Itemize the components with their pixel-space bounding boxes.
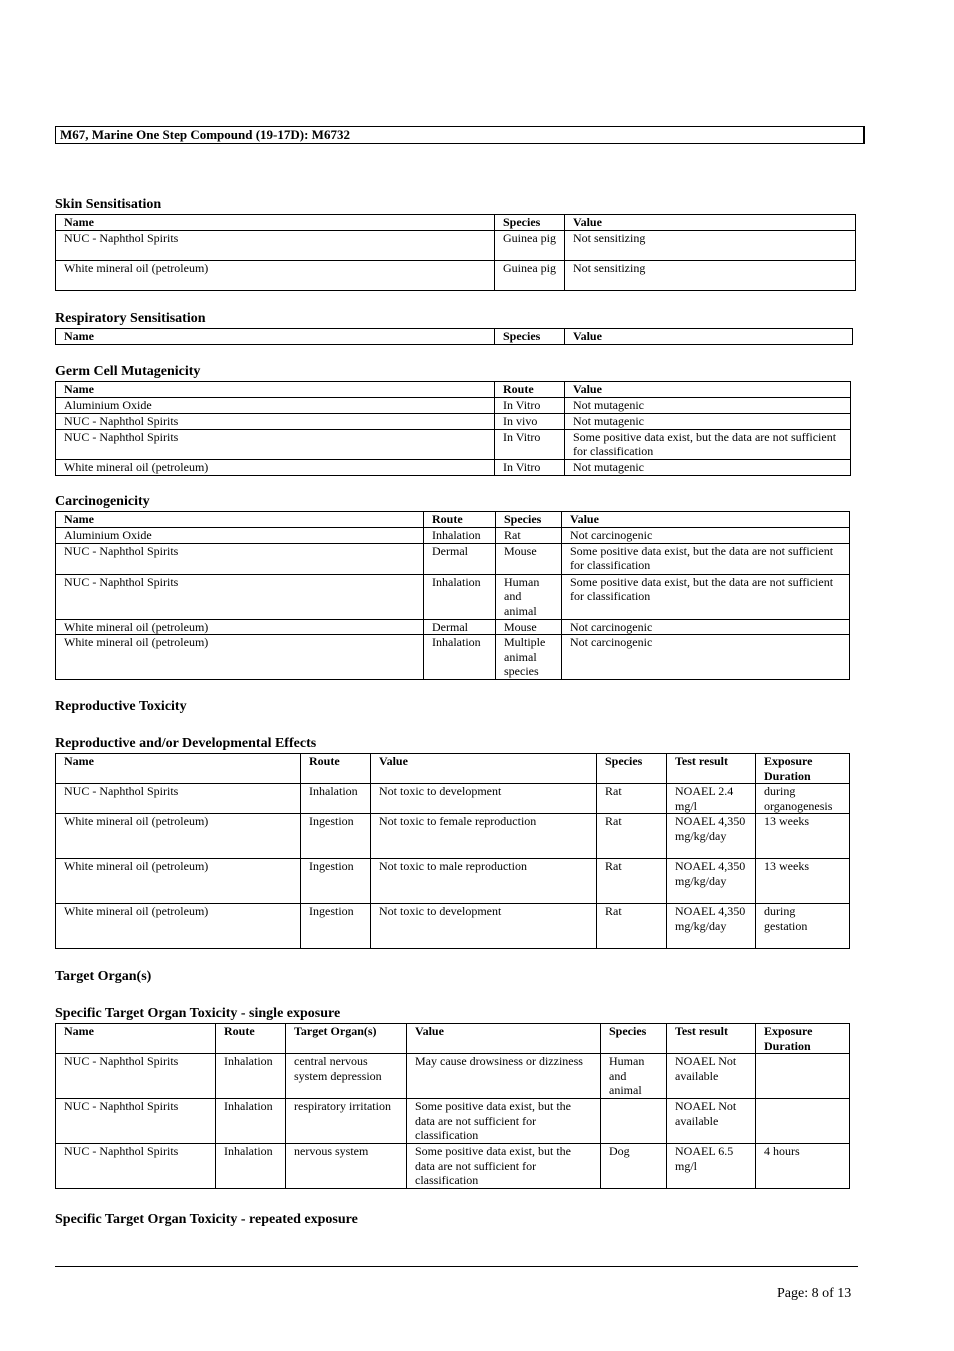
cell-species: Guinea pig xyxy=(495,261,565,291)
cell-route: Dermal xyxy=(424,543,496,574)
cell-route: Inhalation xyxy=(301,784,371,814)
section-title-target-organs: Target Organ(s) xyxy=(55,969,152,984)
cell-route: Inhalation xyxy=(424,528,496,544)
column-header: Name xyxy=(56,329,495,345)
cell-value: Not mutagenic xyxy=(565,397,851,413)
cell-exposure-duration: 13 weeks xyxy=(756,814,850,859)
table-row xyxy=(56,904,850,949)
column-header: Route xyxy=(424,512,496,528)
table-row xyxy=(56,814,850,859)
cell-value: Some positive data exist, but the data are not sufficient for classification xyxy=(562,543,850,574)
page-number: Page: 8 of 13 xyxy=(777,1286,852,1301)
cell-name: White mineral oil (petroleum) xyxy=(56,859,301,904)
cell-value: Some positive data exist, but the data are not sufficient for classification xyxy=(407,1144,601,1189)
footer-divider xyxy=(55,1266,858,1267)
table-row xyxy=(56,231,856,261)
table-row xyxy=(56,619,850,635)
cell-value: Some positive data exist, but the data are not sufficient for classification xyxy=(565,429,851,459)
cell-value: Not sensitizing xyxy=(565,231,856,261)
section-title-reproductive-toxicity: Reproductive Toxicity xyxy=(55,699,187,714)
cell-species: Rat xyxy=(597,814,667,859)
cell-route: In Vitro xyxy=(495,429,565,459)
germ-cell-mutagenicity-table xyxy=(55,381,851,476)
column-header: Test result xyxy=(667,754,756,784)
column-header: Name xyxy=(56,1024,216,1054)
column-header: Species xyxy=(495,329,565,345)
cell-test-result: NOAEL 4,350 mg/kg/day xyxy=(667,904,756,949)
cell-value: Some positive data exist, but the data are not sufficient for classification xyxy=(407,1099,601,1144)
column-header: Test result xyxy=(667,1024,756,1054)
cell-value: Not toxic to male reproduction xyxy=(371,859,597,904)
cell-value: Not carcinogenic xyxy=(562,619,850,635)
cell-name: White mineral oil (petroleum) xyxy=(56,261,495,291)
table-row xyxy=(56,1099,850,1144)
section-title-germ-cell-mutagenicity: Germ Cell Mutagenicity xyxy=(55,364,201,379)
cell-value: Not carcinogenic xyxy=(562,635,850,680)
column-header: Value xyxy=(562,512,850,528)
cell-exposure-duration: during gestation xyxy=(756,904,850,949)
cell-test-result: NOAEL 4,350 mg/kg/day xyxy=(667,859,756,904)
cell-species: Dog xyxy=(601,1144,667,1189)
cell-route: Inhalation xyxy=(216,1144,286,1189)
column-header: Route xyxy=(301,754,371,784)
cell-value: Not mutagenic xyxy=(565,413,851,429)
cell-route: Dermal xyxy=(424,619,496,635)
cell-name: Aluminium Oxide xyxy=(56,528,424,544)
cell-route: Ingestion xyxy=(301,814,371,859)
skin-sensitisation-table xyxy=(55,214,856,291)
cell-exposure-duration: during organogenesis xyxy=(756,784,850,814)
table-row xyxy=(56,859,850,904)
document-header: M67, Marine One Step Compound (19-17D): M6732 xyxy=(55,126,865,144)
cell-name: NUC - Naphthol Spirits xyxy=(56,543,424,574)
stot-single-exposure-table xyxy=(55,1023,850,1189)
column-header: Value xyxy=(407,1024,601,1054)
cell-name: NUC - Naphthol Spirits xyxy=(56,574,424,619)
section-title-carcinogenicity: Carcinogenicity xyxy=(55,494,150,509)
reproductive-effects-table xyxy=(55,753,850,949)
column-header: Name xyxy=(56,382,495,398)
column-header: Species xyxy=(601,1024,667,1054)
cell-target-organ: respiratory irritation xyxy=(286,1099,407,1144)
table-row xyxy=(56,1054,850,1099)
column-header: Species xyxy=(496,512,562,528)
cell-exposure-duration xyxy=(756,1099,850,1144)
cell-test-result: NOAEL 2.4 mg/l xyxy=(667,784,756,814)
cell-name: White mineral oil (petroleum) xyxy=(56,814,301,859)
cell-test-result: NOAEL 4,350 mg/kg/day xyxy=(667,814,756,859)
cell-name: NUC - Naphthol Spirits xyxy=(56,1144,216,1189)
cell-target-organ: central nervous system depression xyxy=(286,1054,407,1099)
cell-value: Not mutagenic xyxy=(565,459,851,475)
section-title-respiratory-sensitisation: Respiratory Sensitisation xyxy=(55,311,206,326)
column-header: Exposure Duration xyxy=(756,754,850,784)
cell-name: NUC - Naphthol Spirits xyxy=(56,413,495,429)
cell-species: Rat xyxy=(496,528,562,544)
column-header: Exposure Duration xyxy=(756,1024,850,1054)
column-header: Value xyxy=(565,329,853,345)
cell-route: In Vitro xyxy=(495,459,565,475)
column-header: Value xyxy=(565,382,851,398)
cell-name: NUC - Naphthol Spirits xyxy=(56,1054,216,1099)
cell-species: Rat xyxy=(597,904,667,949)
cell-species: Guinea pig xyxy=(495,231,565,261)
cell-value: Not toxic to development xyxy=(371,784,597,814)
cell-name: White mineral oil (petroleum) xyxy=(56,904,301,949)
column-header: Value xyxy=(565,215,856,231)
cell-route: Ingestion xyxy=(301,859,371,904)
column-header: Species xyxy=(597,754,667,784)
cell-name: White mineral oil (petroleum) xyxy=(56,619,424,635)
section-title-stot-single: Specific Target Organ Toxicity - single exposure xyxy=(55,1006,341,1021)
cell-value: Some positive data exist, but the data are not sufficient for classification xyxy=(562,574,850,619)
cell-route: Inhalation xyxy=(216,1099,286,1144)
table-row xyxy=(56,429,851,459)
cell-name: White mineral oil (petroleum) xyxy=(56,459,495,475)
cell-test-result: NOAEL Not available xyxy=(667,1099,756,1144)
cell-value: Not sensitizing xyxy=(565,261,856,291)
cell-name: NUC - Naphthol Spirits xyxy=(56,1099,216,1144)
cell-species: Rat xyxy=(597,784,667,814)
cell-value: Not toxic to development xyxy=(371,904,597,949)
column-header: Value xyxy=(371,754,597,784)
table-row xyxy=(56,543,850,574)
cell-route: Inhalation xyxy=(424,574,496,619)
cell-species: Rat xyxy=(597,859,667,904)
respiratory-sensitisation-table xyxy=(55,328,853,345)
cell-species xyxy=(601,1099,667,1144)
table-row xyxy=(56,1144,850,1189)
column-header: Name xyxy=(56,215,495,231)
column-header: Species xyxy=(495,215,565,231)
table-row xyxy=(56,784,850,814)
table-row xyxy=(56,459,851,475)
cell-name: NUC - Naphthol Spirits xyxy=(56,231,495,261)
cell-value: Not toxic to female reproduction xyxy=(371,814,597,859)
cell-route: In Vitro xyxy=(495,397,565,413)
cell-name: NUC - Naphthol Spirits xyxy=(56,784,301,814)
cell-species: Human and animal xyxy=(496,574,562,619)
cell-route: Inhalation xyxy=(424,635,496,680)
cell-target-organ: nervous system xyxy=(286,1144,407,1189)
cell-exposure-duration: 4 hours xyxy=(756,1144,850,1189)
cell-route: Inhalation xyxy=(216,1054,286,1099)
cell-route: In vivo xyxy=(495,413,565,429)
table-row xyxy=(56,413,851,429)
cell-value: Not carcinogenic xyxy=(562,528,850,544)
column-header: Target Organ(s) xyxy=(286,1024,407,1054)
cell-species: Multiple animal species xyxy=(496,635,562,680)
section-title-skin-sensitisation: Skin Sensitisation xyxy=(55,197,162,212)
section-title-reproductive-effects: Reproductive and/or Developmental Effects xyxy=(55,736,317,751)
cell-test-result: NOAEL Not available xyxy=(667,1054,756,1099)
table-row xyxy=(56,574,850,619)
cell-name: Aluminium Oxide xyxy=(56,397,495,413)
cell-name: NUC - Naphthol Spirits xyxy=(56,429,495,459)
cell-species: Mouse xyxy=(496,619,562,635)
cell-exposure-duration xyxy=(756,1054,850,1099)
cell-route: Ingestion xyxy=(301,904,371,949)
table-row xyxy=(56,261,856,291)
table-row xyxy=(56,635,850,680)
cell-value: May cause drowsiness or dizziness xyxy=(407,1054,601,1099)
cell-exposure-duration: 13 weeks xyxy=(756,859,850,904)
cell-species: Human and animal xyxy=(601,1054,667,1099)
column-header: Name xyxy=(56,512,424,528)
carcinogenicity-table xyxy=(55,511,850,680)
section-title-stot-repeated: Specific Target Organ Toxicity - repeated exposure xyxy=(55,1212,358,1227)
column-header: Name xyxy=(56,754,301,784)
column-header: Route xyxy=(216,1024,286,1054)
table-row xyxy=(56,397,851,413)
table-row xyxy=(56,528,850,544)
cell-test-result: NOAEL 6.5 mg/l xyxy=(667,1144,756,1189)
cell-name: White mineral oil (petroleum) xyxy=(56,635,424,680)
cell-species: Mouse xyxy=(496,543,562,574)
column-header: Route xyxy=(495,382,565,398)
